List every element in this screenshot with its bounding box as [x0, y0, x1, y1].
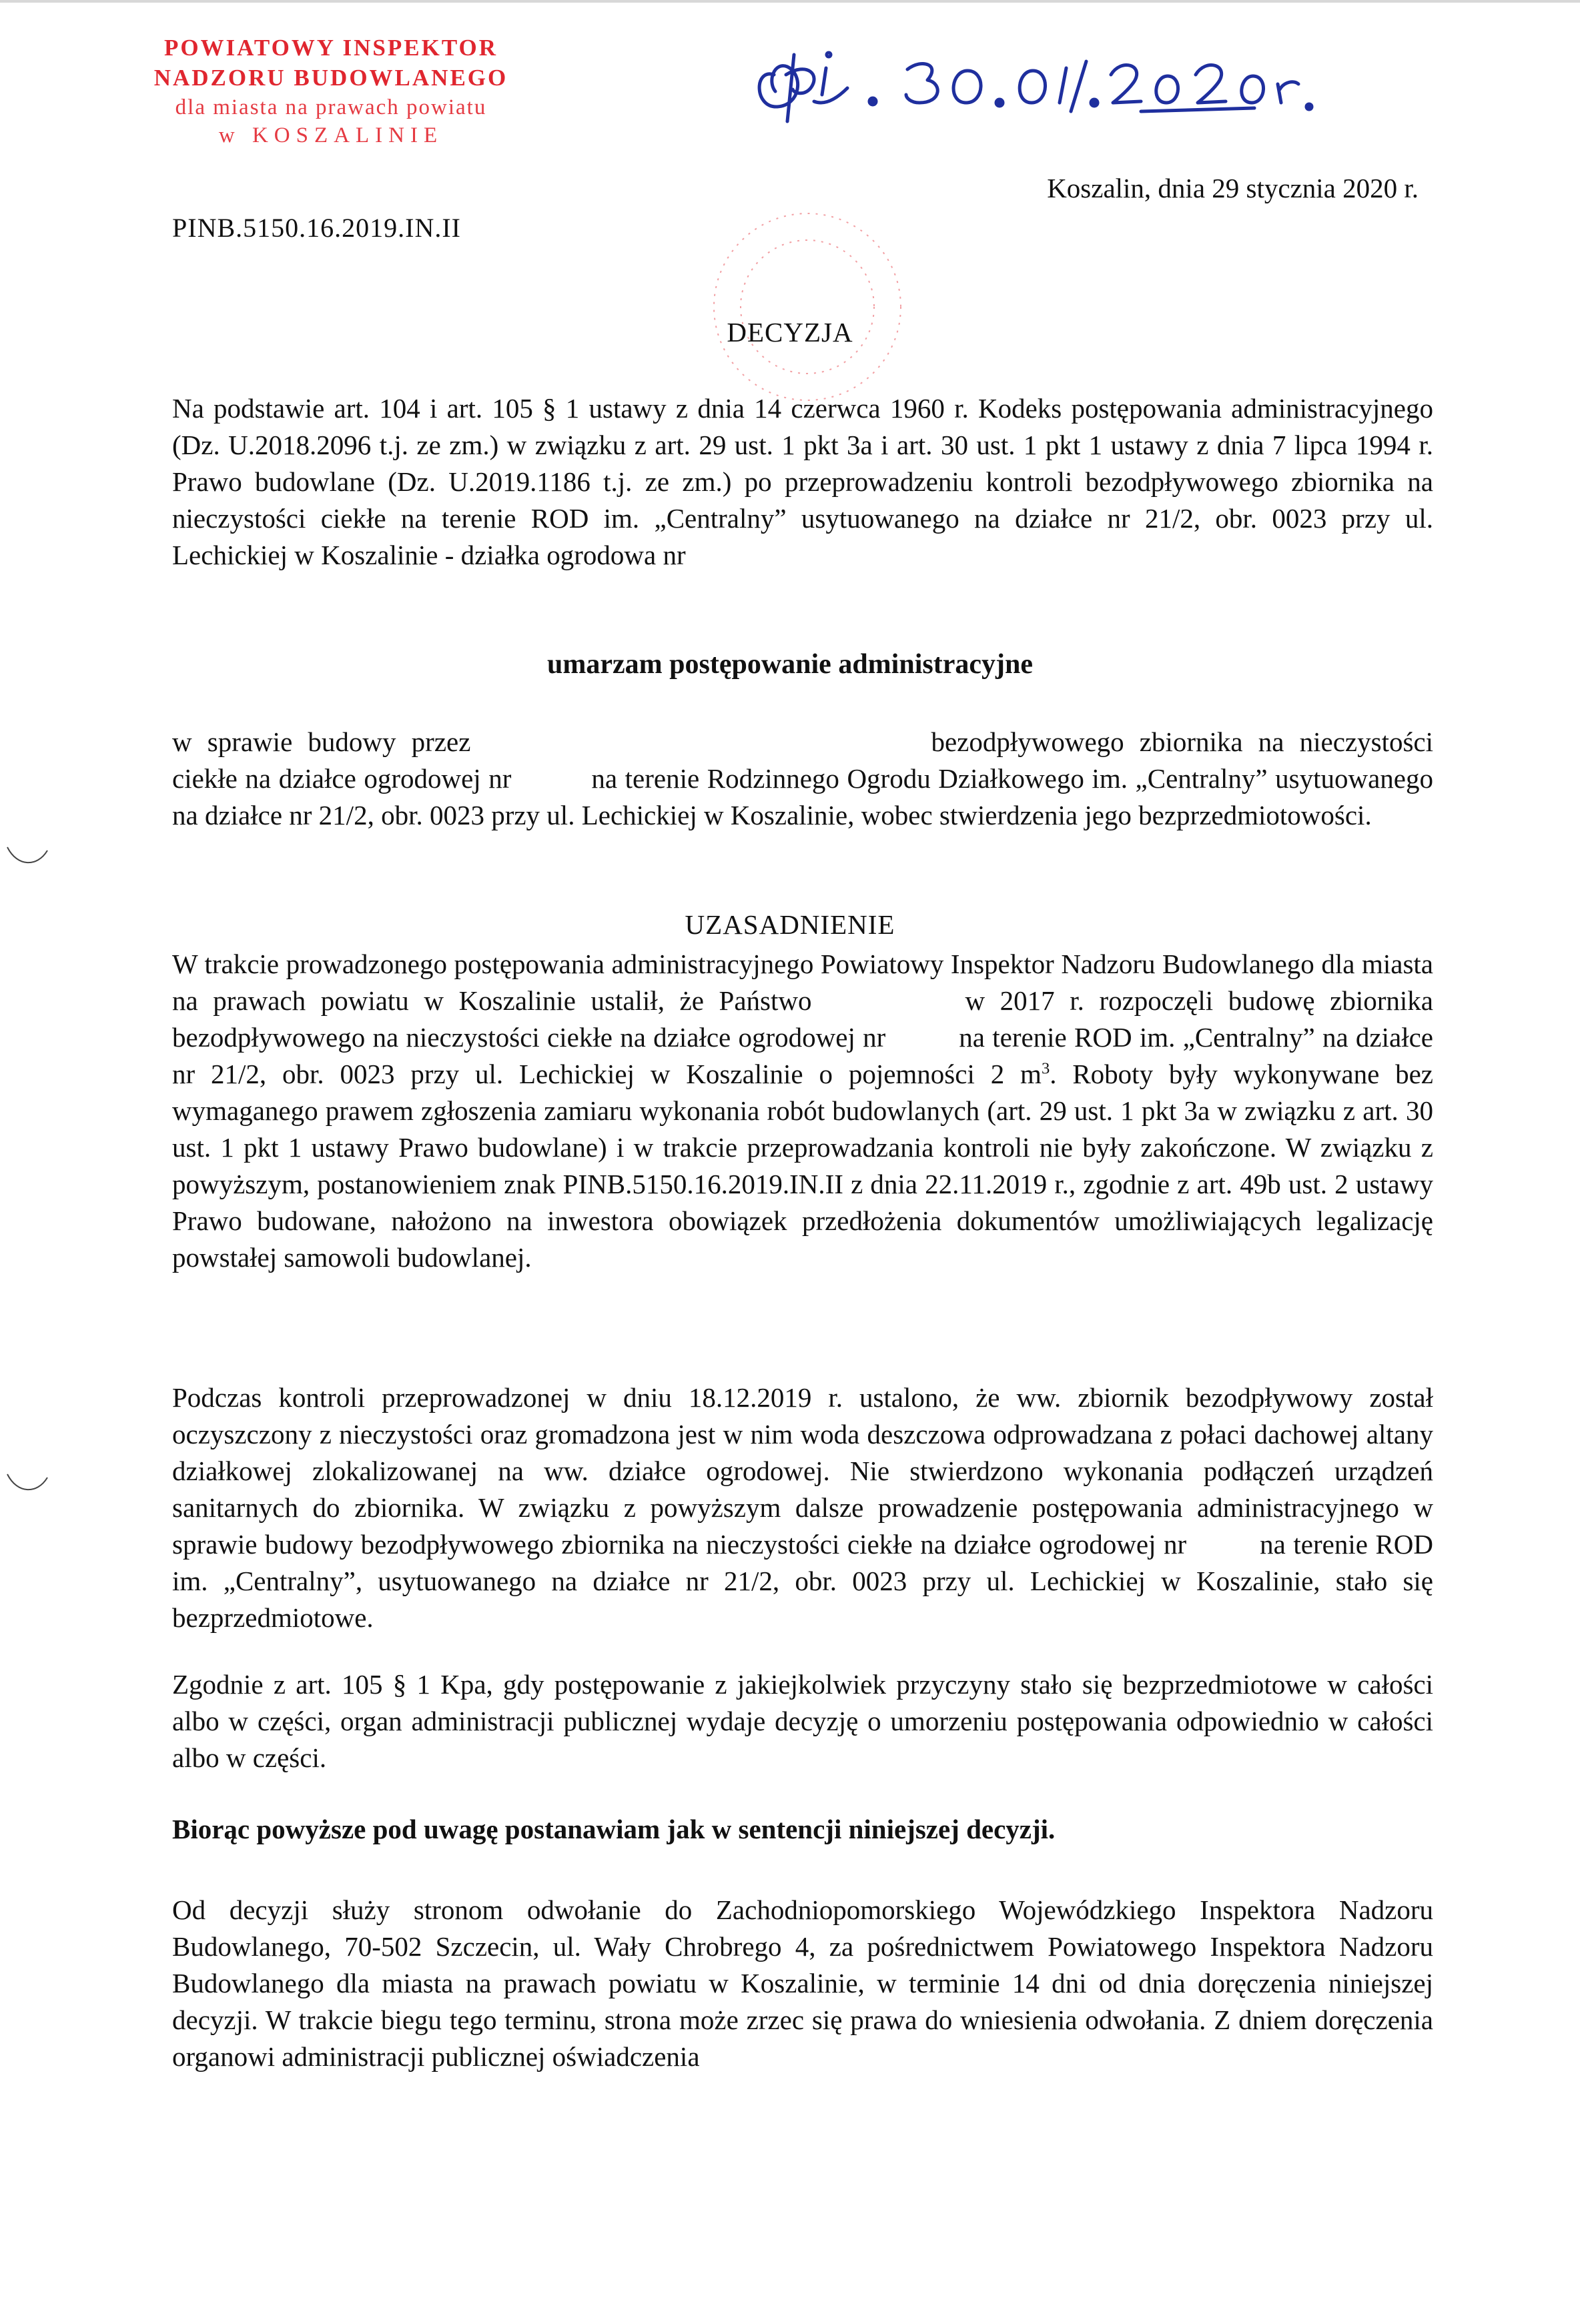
- justification-paragraph-3: Zgodnie z art. 105 § 1 Kpa, gdy postępowanie z jakiejkolwiek przyczyny stało się bezprzedmiotowe w całości albo w części, organ administracji publicznej wydaje decyzję o umorzeniu postępowania odpowiednio w całości albo w części.: [172, 1669, 1433, 1773]
- authority-stamp: [117, 33, 544, 149]
- just2-text-1: Podczas kontroli przeprowadzonej w dniu 18.12.2019 r. ustalono, że ww. zbiornik bezodpływowy został oczyszczony z nieczystości oraz gromadzona jest w nim woda deszczowa odprowadzana z połaci dachowej altany działkowej zlokalizowanej na ww. działce ogrodowej. Nie stwierdzono wykonania podłączeń urządzeń sanitarnych do zbiornika. W związku z powyższym dalsze prowadzenie postępowania administracyjnego w sprawie budowy bezodpływowego zbiornika na nieczystości ciekłe na działce ogrodowej nr: [172, 1382, 1433, 1560]
- superscript-3: 3: [1041, 1059, 1050, 1078]
- just2-text-2: na terenie ROD im. „Centralny”, usytuowanego na działce nr 21/2, obr. 0023 przy ul. Lechickiej w Koszalinie, stało się bezprzedmiotowe.: [172, 1529, 1434, 1633]
- place-and-date: Koszalin, dnia 29 stycznia 2020 r.: [1047, 173, 1419, 203]
- just1-text-1: W trakcie prowadzonego postępowania administracyjnego Powiatowy Inspektor Nadzoru Budowlanego dla miasta na prawach powiatu w Koszalinie ustalił, że Państwo: [172, 949, 1433, 1016]
- matter-text-2: bezodpływowego zbiornika na nieczystości ciekłe na działce ogrodowej nr: [172, 726, 1434, 794]
- appeal-instruction-paragraph: Od decyzji służy stronom odwołanie do Zachodniopomorskiego Wojewódzkiego Inspektora Nadzoru Budowlanego, 70-502 Szczecin, ul. Wały Chrobrego 4, za pośrednictwem Powiatowego Inspektora Nadzoru Budowlanego dla miasta na prawach powiatu w Koszalinie, w terminie 14 dni od dnia doręczenia niniejszej decyzji. W trakcie biegu tego terminu, strona może zrzec się prawa do wniesienia odwołania. Z dniem doręczenia organowi administracji publicznej oświadczenia: [172, 1894, 1433, 2072]
- justification-heading: UZASADNIENIE: [685, 909, 895, 940]
- conclusion-sentence: Biorąc powyższe pod uwagę postanawiam jak w sentencji niniejszej decyzji.: [172, 1814, 1056, 1844]
- justification-paragraph-2: [172, 1379, 1433, 1636]
- decision-title: DECYZJA: [727, 317, 853, 348]
- stamp-line-4: w KOSZALINIE: [218, 123, 444, 147]
- punch-hole-mark: [4, 1461, 51, 1501]
- stamp-line-2: NADZORU BUDOWLANEGO: [153, 64, 508, 91]
- just1-text-3: na terenie ROD im. „Centralny” na działce nr 21/2, obr. 0023 przy ul. Lechickiej w Koszalinie o pojemności 2 m: [172, 1022, 1433, 1089]
- handwritten-receipt-note: [747, 28, 1321, 128]
- matter-paragraph: [172, 724, 1433, 834]
- ruling-sentence: umarzam postępowanie administracyjne: [547, 649, 1033, 680]
- case-reference: PINB.5150.16.2019.IN.II: [172, 213, 461, 243]
- just1-text-2: w 2017 r. rozpoczęli budowę zbiornika bezodpływowego na nieczystości ciekłe na działce ogrodowej nr: [172, 985, 1433, 1053]
- just1-text-4: . Roboty były wykonywane bez wymaganego prawem zgłoszenia zamiaru wykonania robót budowlanych (art. 29 ust. 1 pkt 3a w związku z art. 30 ust. 1 pkt 1 ustawy Prawo budowlane) i w trakcie przeprowadzania kontroli nie były zakończone. W związku z powyższym, postanowieniem znak PINB.5150.16.2019.IN.II z dnia 22.11.2019 r., zgodnie z art. 49b ust. 2 ustawy Prawo budowane, nałożono na inwestora obowiązek przedłożenia dokumentów umożliwiających legalizację powstałej samowoli budowlanej.: [172, 1059, 1434, 1273]
- stamp-line-1: POWIATOWY INSPEKTOR: [163, 35, 498, 61]
- matter-text-3: na terenie Rodzinnego Ogrodu Działkowego im. „Centralny” usytuowanego na działce nr 21/2, obr. 0023 przy ul. Lechickiej w Koszalinie, wobec stwierdzenia jego bezprzedmiotowości.: [172, 763, 1434, 830]
- faint-seal-impression: [694, 193, 921, 407]
- scan-edge-rule: [0, 0, 1580, 3]
- legal-basis-paragraph: Na podstawie art. 104 i art. 105 § 1 ustawy z dnia 14 czerwca 1960 r. Kodeks postępowania administracyjnego (Dz. U.2018.2096 t.j. ze zm.) w związku z art. 29 ust. 1 pkt 3a i art. 30 ust. 1 pkt 1 ustawy z dnia 7 lipca 1994 r. Prawo budowlane (Dz. U.2019.1186 t.j. ze zm.) po przeprowadzeniu kontroli bezodpływowego zbiornika na nieczystości ciekłe na terenie ROD im. „Centralny” usytuowanego na działce nr 21/2, obr. 0023 przy ul. Lechickiej w Koszalinie - działka ogrodowa nr: [172, 393, 1433, 570]
- punch-hole-mark: [4, 834, 51, 874]
- stamp-line-3: dla miasta na prawach powiatu: [175, 95, 487, 119]
- justification-paragraph-1: [172, 946, 1433, 1276]
- matter-text-1: w sprawie budowy przez: [172, 726, 471, 757]
